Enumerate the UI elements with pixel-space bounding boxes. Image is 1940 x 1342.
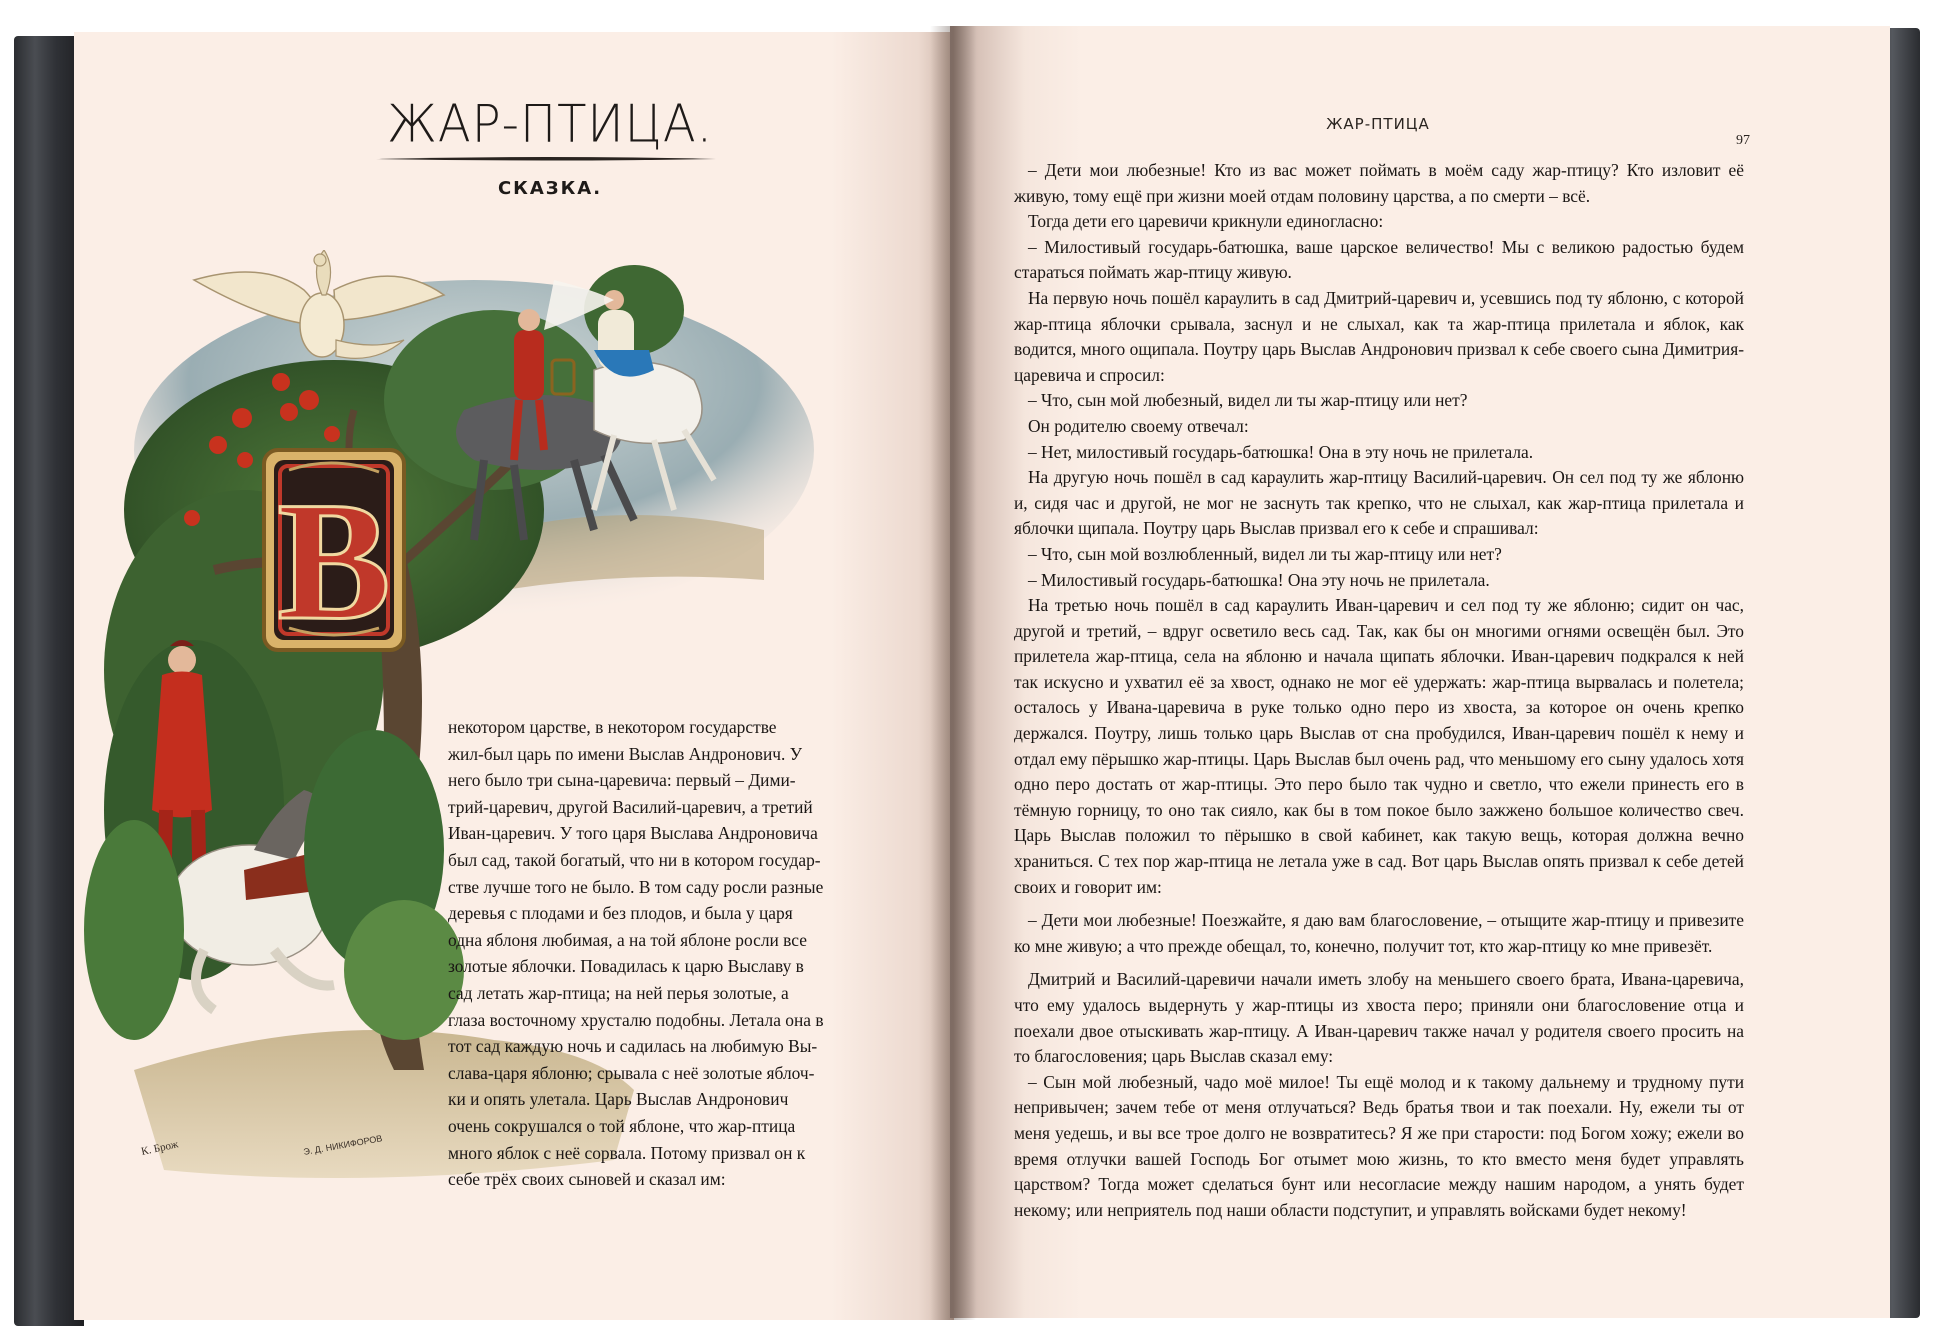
left-text-line: деревья с плодами и без плодов, и была у царя bbox=[448, 903, 793, 924]
left-text-line: стве лучше того не было. В том саду росли разные bbox=[448, 876, 824, 897]
left-page-text bbox=[448, 714, 838, 1193]
chapter-subtitle: СКАЗКА. bbox=[497, 178, 603, 199]
paragraph: – Что, сын мой любезный, видел ли ты жар-птицу или нет? bbox=[1028, 390, 1468, 411]
left-text-line: слава-царя яблоню; срывала с неё золотые яблоч- bbox=[448, 1062, 815, 1083]
paragraph: – Дети мои любезные! Кто из вас может поймать в моём саду жар-птицу? Кто изловит её живую, тому ещё при жизни моей отдам половину царства, а по смерти – всё. bbox=[1014, 160, 1744, 206]
left-text-line: себе трёх своих сыновей и сказал им: bbox=[448, 1169, 726, 1190]
paragraph: – Дети мои любезные! Поезжайте, я даю вам благословение, – отыщите жар-птицу и привезите ко мне живую; а что прежде обещал, то, конечно, получит тот, кто жар-птицу ко мне привезёт. bbox=[1014, 910, 1744, 956]
paragraph: – Нет, милостивый государь-батюшка! Она в эту ночь не прилетала. bbox=[1028, 441, 1534, 462]
left-text-line: тот сад каждую ночь и садилась на любимую Вы- bbox=[448, 1036, 818, 1057]
left-text-line: него было три сына-царевича: первый – Дими- bbox=[448, 770, 796, 791]
paragraph: – Милостивый государь-батюшка, ваше царское величество! Мы с великою радостью будем стараться поймать жар-птицу живую. bbox=[1014, 236, 1744, 283]
left-text-line: жил-был царь по имени Выслав Андронович. У bbox=[448, 743, 803, 764]
left-text-line: одна яблоня любимая, а на той яблоне росли все bbox=[448, 929, 807, 950]
left-text-line: трий-царевич, другой Василий-царевич, а третий bbox=[448, 796, 813, 817]
paragraph: На третью ночь пошёл в сад караулить Иван-царевич и сел под ту же яблоню; сидит он час, другой и третий, – вдруг осветило весь сад. Так, как бы он многими огнями освещён был. Это прилетела жар-птица, села на яблоню и начала щипать яблочки. Иван-царевич подкрался к ней так искусно и ухватил её за хвост, однако не мог её удержать: жар-птица вырвалась и полетела; осталось у Ивана-царевича в руке только одно перо из хвоста, за которое он очень крепко держался. Поутру, лишь только царь Выслав от сна пробудился, Иван-царевич пошёл к нему и отдал ему пёрышко жар-птицы. Царь Выслав был очень рад, что меньшому его сыну удалось хотя одно перо достать от жар-птицы. Это перо было так чудно и светло, что ежели принесть его в тёмную горницу, то оно так сияло, как бы в том покое было зажжено большое количество свеч. Царь Выслав положил то пёрышко в свой кабинет, как такую вещь, которая должна вечно храниться. С тех пор жар-птица не летала уже в сад. Вот царь Выслав опять призвал к себе детей своих и говорит им: bbox=[1014, 595, 1744, 897]
paragraph: На другую ночь пошёл в сад караулить жар-птицу Василий-царевич. Он сел под ту же яблоню и, сидя час и другой, не мог не заснуть так крепко, что не слыхал, как жар-птица прилетала и яблочки щипала. Поутру царь Выслав призвал его к себе и спрашивал: bbox=[1014, 467, 1744, 539]
running-head: ЖАР-ПТИЦА bbox=[1326, 115, 1430, 133]
drop-cap-letter: В bbox=[277, 467, 391, 655]
left-text-line: сад летать жар-птица; на ней перья золотые, а bbox=[448, 982, 789, 1003]
left-text-line: ки и опять улетала. Царь Выслав Андронович bbox=[448, 1089, 789, 1110]
left-text-line: много яблок с неё сорвала. Потому призвал он к bbox=[448, 1142, 806, 1163]
chapter-title: ЖАР-ПТИЦА. bbox=[386, 93, 713, 155]
left-text-line: был сад, такой богатый, что ни в котором государ- bbox=[448, 849, 821, 870]
paragraph: – Милостивый государь-батюшка! Она эту ночь не прилетала. bbox=[1028, 569, 1490, 590]
paragraph: Дмитрий и Василий-царевичи начали иметь злобу на меньшего своего брата, Ивана-царевича, что ему удалось выдернуть у жар-птицы из хвоста перо; приняли они благословение отца и поехали двое отыскивать жар-птицу. А Иван-царевич также начал у родителя своего просить на то благословения; царь Выслав сказал ему: bbox=[1014, 969, 1744, 1067]
left-text-line: золотые яблочки. Повадилась к царю Выславу в bbox=[448, 956, 804, 977]
left-text-line: очень сокрушался о той яблоне, что жар-птица bbox=[448, 1115, 796, 1136]
title-rule bbox=[376, 156, 716, 162]
paragraph: – Что, сын мой возлюбленный, видел ли ты жар-птицу или нет? bbox=[1028, 543, 1502, 564]
book-gutter-shadow bbox=[930, 26, 976, 1320]
left-text-line: глаза восточному хрусталю подобны. Летала она в bbox=[448, 1009, 824, 1030]
left-text-line: некотором царстве, в некотором государстве bbox=[448, 717, 777, 737]
right-page-text bbox=[1014, 158, 1744, 1223]
page-number: 97 bbox=[1736, 133, 1750, 148]
paragraph: Он родителю своему отвечал: bbox=[1028, 415, 1249, 436]
paragraph: На первую ночь пошёл караулить в сад Дмитрий-царевич и, усевшись под ту яблоню, с которой жар-птица яблочки срывала, заснул и не слыхал, как та жар-птица прилетала и яблок, как водится, много ощипала. Поутру царь Выслав Андронович призвал к себе своего сына Димитрия-царевича и спросил: bbox=[1014, 287, 1744, 385]
left-text-line: Иван-царевич. У того царя Выслава Андроновича bbox=[448, 823, 818, 844]
paragraph: – Сын мой любезный, чадо моё милое! Ты ещё молод и к такому дальнему и трудному пути непривычен; зачем тебе от меня отлучаться? Ведь братья твои и так поехали. Ну, ежели ты от меня уедешь, и вы все трое долго не возвратитесь? Я же при старости: под Богом хожу; ежели во время отлучки вашей Господь Бог отымет мою жизнь, то кто вместо меня будет управлять царством? Тогда может сделаться бунт или несогласие между нашим народом, а унять будет некому; или неприятель под наши области подступит, и управлять войсками будет некому! bbox=[1014, 1071, 1744, 1220]
engraver-signature: Э. Д. НИКИФОРОВ bbox=[302, 1133, 384, 1157]
illustrator-signature: К. Брож bbox=[140, 1138, 180, 1158]
paragraph: Тогда дети его царевичи крикнули единогласно: bbox=[1028, 211, 1384, 232]
